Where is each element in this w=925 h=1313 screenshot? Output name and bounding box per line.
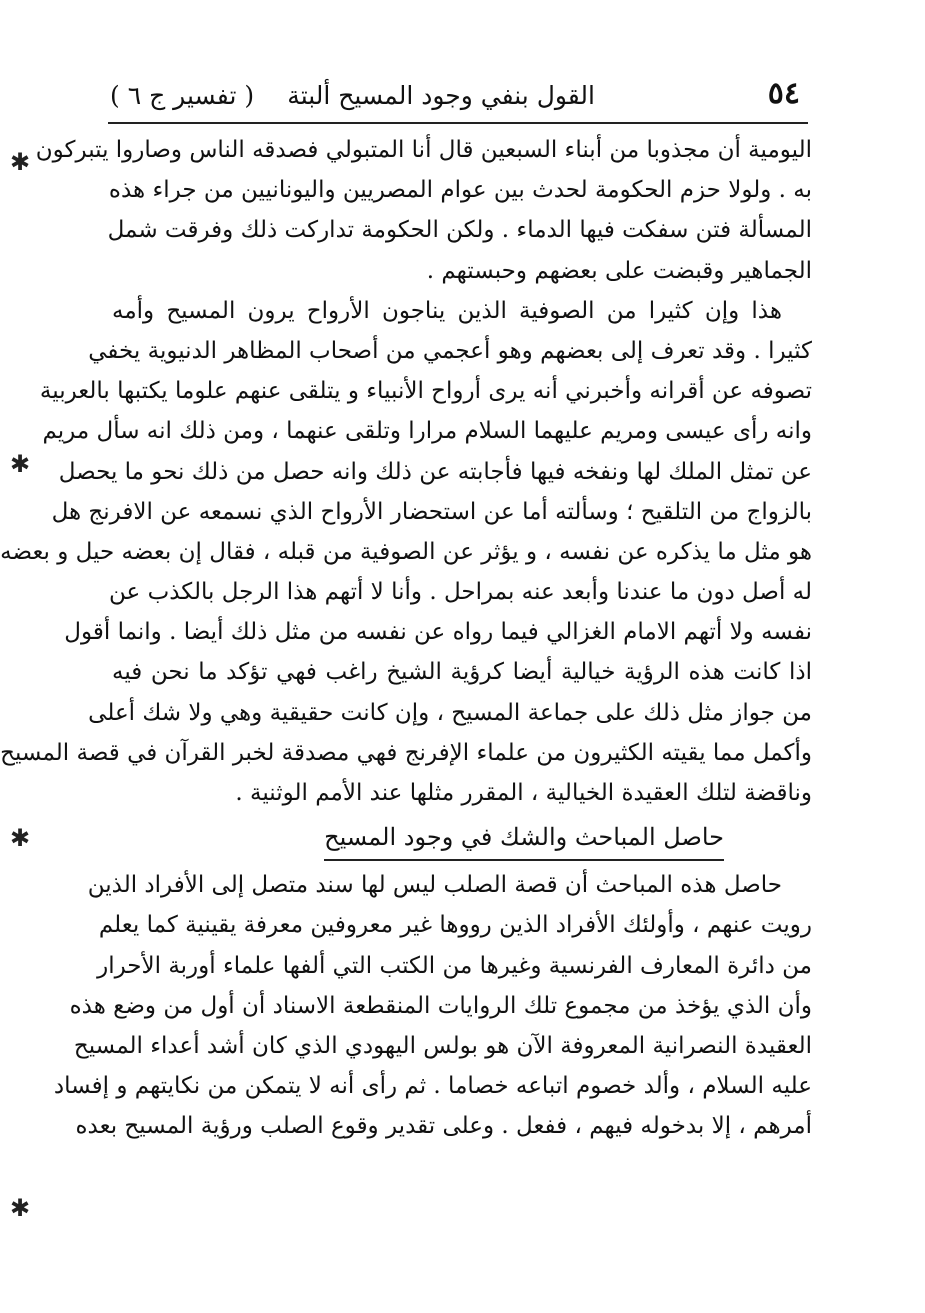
text-line: أمرهم ، إلا بدخوله فيهم ، ففعل . وعلى تقدير وقوع الصلب ورؤية المسيح بعده [75, 1113, 812, 1140]
text-line: من جواز مثل ذلك على جماعة المسيح ، وإن كانت حقيقية وهي ولا شك أعلى [88, 699, 812, 726]
text-line: نفسه ولا أتهم الامام الغزالي فيما رواه عن نفسه من مثل ذلك أيضا . وانما أقول [64, 619, 812, 646]
header-rule [108, 122, 808, 124]
text-line: العقيدة النصرانية المعروفة الآن هو بولس اليهودي الذي كان أشد أعداء المسيح [73, 1032, 812, 1059]
text-line: وأن الذي يؤخذ من مجموع تلك الروايات المنقطعة الاسناد أن أول من وضع هذه [69, 992, 812, 1019]
ornament-icon: ✱ [9, 450, 31, 478]
text-line: به . ولولا حزم الحكومة لحدث بين عوام المصريين واليونانيين من جراء هذه [108, 177, 812, 204]
body-text [0, 130, 812, 1147]
running-title: القول بنفي وجود المسيح ألبتة [287, 81, 595, 110]
text-line: الجماهير وقبضت على بعضهم وحبستهم . [426, 257, 812, 284]
ornament-icon: ✱ [9, 824, 31, 852]
text-line: من دائرة المعارف الفرنسية وغيرها من الكتب التي ألفها علماء أوربة الأحرار [97, 952, 812, 979]
text-line: وأكمل مما يقيته الكثيرون من علماء الإفرنج فهي مصدقة لخبر القرآن في قصة المسيح [0, 739, 812, 766]
text-line: وناقضة لتلك العقيدة الخيالية ، المقرر مثلها عند الأمم الوثنية . [235, 780, 812, 806]
section-heading-wrap [112, 813, 812, 865]
text-line: عليه السلام ، وألد خصوم اتباعه خصاما . ثم رأى أنه لا يتمكن من نكايتهم و إفساد [53, 1073, 812, 1100]
text-line: له أصل دون ما عندنا وأبعد عنه بمراحل . وأنا لا أتهم هذا الرجل بالكذب عن [109, 579, 812, 606]
text-line: حاصل هذه المباحث أن قصة الصلب ليس لها سند متصل إلى الأفراد الذين [87, 872, 782, 899]
section-heading: حاصل المباحث والشك في وجود المسيح [324, 817, 724, 861]
text-line: المسألة فتن سفكت فيها الدماء . ولكن الحكومة تداركت ذلك وفرقت شمل [107, 217, 812, 244]
ornament-icon: ✱ [9, 148, 31, 176]
text-line: هذا وإن كثيرا من الصوفية الذين يناجون الأرواح يرون المسيح وأمه [112, 297, 782, 324]
text-line: كثيرا . وقد تعرف إلى بعضهم وهو أعجمي من أصحاب المظاهر الدنيوية يخفي [88, 337, 812, 364]
text-line: تصوفه عن أقرانه وأخبرني أنه يرى أرواح الأنبياء و يتلقى عنهم علوما يكتبها بالعربية [39, 378, 812, 405]
text-line: هو مثل ما يذكره عن نفسه ، و يؤثر عن الصوفية من قبله ، فقال إن بعضه حيل و بعضه [0, 538, 812, 565]
section-reference: ( تفسير ج ٦ ) [110, 81, 255, 110]
page-number: ٥٤ [767, 76, 800, 111]
page-header [110, 74, 800, 118]
text-line: وانه رأى عيسى ومريم عليهما السلام مرارا وتلقى عنهما ، ومن ذلك انه سأل مريم [42, 418, 812, 445]
text-line: رويت عنهم ، وأولئك الأفراد الذين رووها غير معروفين معرفة يقينية كما يعلم [98, 912, 812, 939]
text-line: اليومية أن مجذوبا من أبناء السبعين قال أنا المتبولي فصدقه الناس وصاروا يتبركون [35, 137, 812, 163]
text-line: اذا كانت هذه الرؤية خيالية أيضا كرؤية الشيخ راغب فهي تؤكد ما نحن فيه [112, 659, 812, 686]
text-line: بالزواج من التلقيح ؛ وسألته أما عن استحضار الأرواح الذي نسمعه عن الافرنج هل [51, 498, 812, 525]
text-line: عن تمثل الملك لها ونفخه فيها فأجابته عن ذلك وانه حصل من ذلك نحو ما يحصل [58, 458, 812, 485]
ornament-icon: ✱ [9, 1194, 31, 1222]
